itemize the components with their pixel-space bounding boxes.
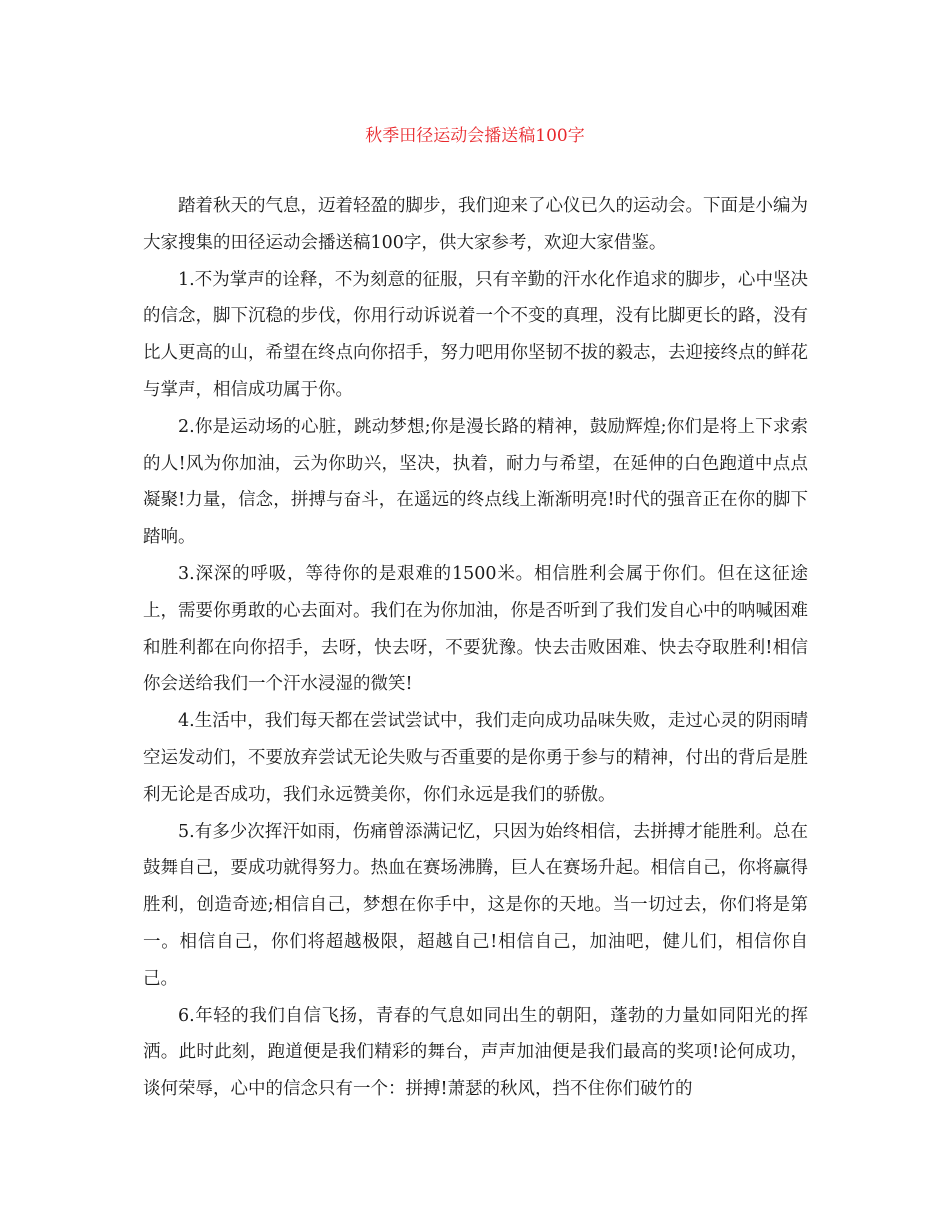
paragraph-3: 3.深深的呼吸，等待你的是艰难的1500米。相信胜利会属于你们。但在这征途上，需要你勇敢的心去面对。我们在为你加油，你是否听到了我们发自心中的呐喊困难和胜利都在向你招手，去呀，快去呀，不要犹豫。快去击败困难、快去夺取胜利!相信你会送给我们一个汗水浸湿的微笑! <box>143 563 808 695</box>
intro-paragraph: 踏着秋天的气息，迈着轻盈的脚步，我们迎来了心仪已久的运动会。下面是小编为大家搜集的田径运动会播送稿100字，供大家参考，欢迎大家借鉴。 <box>143 196 808 253</box>
paragraph-2: 2.你是运动场的心脏，跳动梦想;你是漫长路的精神，鼓励辉煌;你们是将上下求索的人!风为你加油，云为你助兴，坚决，执着，耐力与希望，在延伸的白色跑道中点点凝聚!力量，信念，拼搏与奋斗，在遥远的终点线上渐渐明亮!时代的强音正在你的脚下踏响。 <box>143 416 808 548</box>
paragraph-6: 6.年轻的我们自信飞扬，青春的气息如同出生的朝阳，蓬勃的力量如同阳光的挥洒。此时此刻，跑道便是我们精彩的舞台，声声加油便是我们最高的奖项!论何成功，谈何荣辱，心中的信念只有一个：拼搏!萧瑟的秋风，挡不住你们破竹的 <box>143 1005 808 1100</box>
document-title: 秋季田径运动会播送稿100字 <box>365 126 585 146</box>
paragraph-4: 4.生活中，我们每天都在尝试尝试中，我们走向成功品味失败，走过心灵的阴雨晴空运发动们，不要放弃尝试无论失败与否重要的是你勇于参与的精神，付出的背后是胜利无论是否成功，我们永远赞美你，你们永远是我们的骄傲。 <box>143 711 808 805</box>
paragraph-5: 5.有多少次挥汗如雨，伤痛曾添满记忆，只因为始终相信，去拼搏才能胜利。总在鼓舞自己，要成功就得努力。热血在赛场沸腾，巨人在赛场升起。相信自己，你将赢得胜利，创造奇迹;相信自己，梦想在你手中，这是你的天地。当一切过去，你们将是第一。相信自己，你们将超越极限，超越自己!相信自己，加油吧，健儿们，相信你自己。 <box>143 821 808 989</box>
paragraph-1: 1.不为掌声的诠释，不为刻意的征服，只有辛勤的汗水化作追求的脚步，心中坚决的信念，脚下沉稳的步伐，你用行动诉说着一个不变的真理，没有比脚更长的路，没有比人更高的山，希望在终点向你招手，努力吧用你坚韧不拔的毅志，去迎接终点的鲜花与掌声，相信成功属于你。 <box>143 269 808 400</box>
document-body <box>143 188 808 1108</box>
